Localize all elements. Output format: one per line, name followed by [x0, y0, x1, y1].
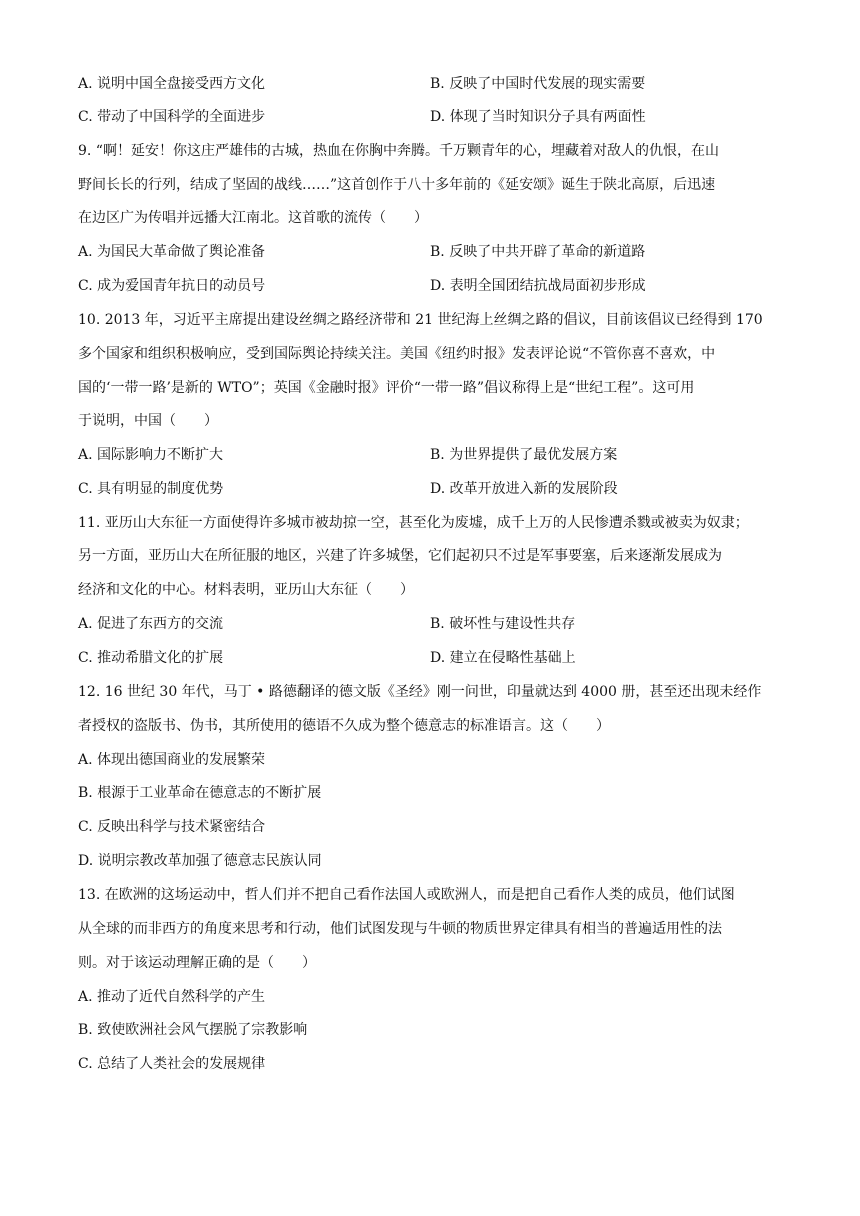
q8-option-a: A. 说明中国全盘接受西方文化 — [78, 76, 266, 92]
q10-option-a: A. 国际影响力不断扩大 — [78, 447, 224, 463]
q11-option-a: A. 促进了东西方的交流 — [78, 616, 224, 632]
q13-option-b: B. 致使欧洲社会风气摆脱了宗教影响 — [78, 1022, 308, 1038]
q10-option-d: D. 改革开放进入新的发展阶段 — [430, 481, 618, 497]
q10-stem-line-2: 多个国家和组织积极响应，受到国际舆论持续关注。美国《纽约时报》发表评论说“不管你喜不喜欢，中 — [78, 346, 716, 362]
q10-stem-line-4: 于说明，中国（ ） — [78, 413, 218, 429]
q13-stem-line-1: 13. 在欧洲的这场运动中，哲人们并不把自己看作法国人或欧洲人，而是把自己看作人类的成员，他们试图 — [78, 887, 735, 903]
q13-stem-line-3: 则。对于该运动理解正确的是（ ） — [78, 955, 316, 971]
q9-stem-line-3: 在边区广为传唱并远播大江南北。这首歌的流传（ ） — [78, 210, 428, 226]
q11-stem-line-2: 另一方面，亚历山大在所征服的地区，兴建了许多城堡，它们起初只不过是军事要塞，后来逐渐发展成为 — [78, 548, 722, 564]
q13-option-a: A. 推动了近代自然科学的产生 — [78, 989, 266, 1005]
q9-stem-line-2: 野间长长的行列，结成了坚固的战线……”这首创作于八十多年前的《延安颂》诞生于陕北高原，后迅速 — [78, 177, 716, 193]
q9-stem-line-1: 9. “啊！延安！你这庄严雄伟的古城，热血在你胸中奔腾。千万颗青年的心，埋藏着对敌人的仇恨，在山 — [78, 143, 719, 159]
q12-stem-line-2: 者授权的盗版书、伪书，其所使用的德语不久成为整个德意志的标准语言。这（ ） — [78, 718, 610, 734]
q12-option-b: B. 根源于工业革命在德意志的不断扩展 — [78, 785, 322, 801]
q9-option-a: A. 为国民大革命做了舆论准备 — [78, 244, 266, 260]
q10-option-b: B. 为世界提供了最优发展方案 — [430, 447, 618, 463]
q10-option-c: C. 具有明显的制度优势 — [78, 481, 224, 497]
q11-stem-line-1: 11. 亚历山大东征一方面使得许多城市被劫掠一空，甚至化为废墟，成千上万的人民惨遭杀戮或被卖为奴隶； — [78, 515, 749, 531]
q12-option-c: C. 反映出科学与技术紧密结合 — [78, 819, 266, 835]
q8-option-d: D. 体现了当时知识分子具有两面性 — [430, 109, 646, 125]
q11-option-d: D. 建立在侵略性基础上 — [430, 650, 576, 666]
q9-option-c: C. 成为爱国青年抗日的动员号 — [78, 278, 266, 294]
q11-option-c: C. 推动希腊文化的扩展 — [78, 650, 224, 666]
q10-stem-line-3: 国的‘一带一路’是新的 WTO”；英国《金融时报》评价“一带一路”倡议称得上是“世纪工程”。这可用 — [78, 380, 695, 396]
q12-option-a: A. 体现出德国商业的发展繁荣 — [78, 752, 266, 768]
q11-stem-line-3: 经济和文化的中心。材料表明，亚历山大东征（ ） — [78, 582, 414, 598]
q13-option-c: C. 总结了人类社会的发展规律 — [78, 1056, 266, 1072]
q13-stem-line-2: 从全球的而非西方的角度来思考和行动，他们试图发现与牛顿的物质世界定律具有相当的普遍适用性的法 — [78, 921, 722, 937]
q8-option-c: C. 带动了中国科学的全面进步 — [78, 109, 266, 125]
q11-option-b: B. 破坏性与建设性共存 — [430, 616, 576, 632]
q9-option-d: D. 表明全国团结抗战局面初步形成 — [430, 278, 646, 294]
q8-option-b: B. 反映了中国时代发展的现实需要 — [430, 76, 646, 92]
q9-option-b: B. 反映了中共开辟了革命的新道路 — [430, 244, 646, 260]
q10-stem-line-1: 10. 2013 年，习近平主席提出建设丝绸之路经济带和 21 世纪海上丝绸之路的倡议，目前该倡议已经得到 170 — [78, 312, 763, 328]
q12-stem-line-1: 12. 16 世纪 30 年代，马丁 • 路德翻译的德文版《圣经》刚一问世，印量就达到 4000 册，甚至还出现未经作 — [78, 684, 762, 700]
q12-option-d: D. 说明宗教改革加强了德意志民族认同 — [78, 853, 322, 869]
